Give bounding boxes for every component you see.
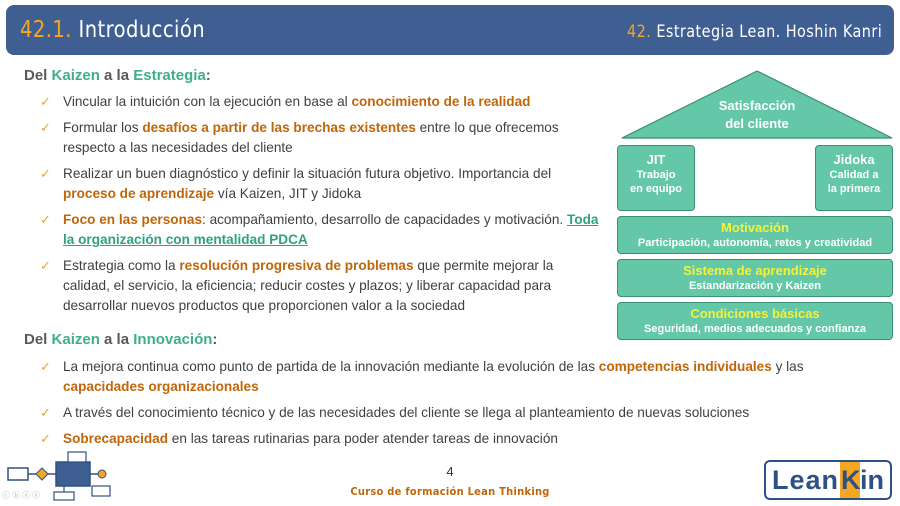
- pdca-link[interactable]: Toda la organización con mentalidad PDCA: [63, 212, 599, 247]
- course-module-title: [627, 22, 882, 42]
- text: A través del conocimiento técnico y de las necesidades del cliente se llega al planteamiento de nuevas soluciones: [63, 405, 750, 420]
- title-bar: [6, 5, 894, 55]
- block-motivation: [617, 216, 893, 254]
- text: que permite mejorar la calidad, el servicio, la eficiencia; reducir costes y plazos; y liberar capacidad para desarrollar nuevos productos que proporcionen valor a la sociedad: [63, 258, 554, 313]
- list-item: [40, 357, 885, 397]
- check-icon: ✓: [40, 405, 51, 420]
- text: La mejora continua como punto de partida de la innovación mediante la evolución de las: [63, 359, 599, 374]
- heading-mid: a la: [99, 67, 134, 84]
- section-heading-strategy: [24, 67, 211, 84]
- pillar-title: JIT: [646, 152, 666, 167]
- check-icon: ✓: [40, 258, 51, 273]
- block-title: Sistema de aprendizaje: [683, 263, 827, 278]
- highlight: resolución progresiva de problemas: [179, 258, 414, 273]
- check-icon: ✓: [40, 359, 51, 374]
- pillar-jidoka: [815, 145, 893, 211]
- slide-title: [20, 17, 205, 43]
- text: en las tareas rutinarias para poder atender tareas de innovación: [168, 431, 558, 446]
- pillar-sub: Calidad a: [829, 169, 879, 181]
- check-icon: ✓: [40, 166, 51, 181]
- block-sub: Seguridad, medios adecuados y confianza: [644, 323, 866, 335]
- list-item: [40, 210, 600, 250]
- heading-kaizen: Kaizen: [51, 67, 100, 84]
- heading-pre: Del: [24, 331, 52, 348]
- innovation-bullet-list: [40, 357, 885, 449]
- list-item: [40, 118, 600, 158]
- list-item: [40, 429, 885, 449]
- list-item: [40, 403, 885, 423]
- logo-text: Lean: [772, 465, 840, 495]
- block-sub: Participación, autonomía, retos y creatividad: [637, 237, 873, 249]
- text: vía Kaizen, JIT y Jidoka: [214, 186, 362, 201]
- block-basic-conditions: [617, 302, 893, 340]
- block-sub: Estandarización y Kaizen: [688, 280, 822, 292]
- slide-number: 42.1.: [20, 17, 72, 43]
- text: : acompañamiento, desarrollo de capacidades y motivación.: [202, 212, 567, 227]
- pillar-title: Jidoka: [833, 152, 875, 167]
- slide-title-text: Introducción: [78, 17, 206, 43]
- text: Estrategia como la: [63, 258, 180, 273]
- roof-line: del cliente: [725, 116, 789, 131]
- section-heading-innovation: [24, 331, 217, 348]
- strategy-bullet-list: [40, 92, 600, 316]
- module-title-text: Estrategia Lean. Hoshin Kanri: [656, 22, 882, 42]
- block-title: Condiciones básicas: [690, 306, 820, 321]
- text: Realizar un buen diagnóstico y definir la situación futura objetivo. Importancia del: [63, 166, 552, 181]
- check-icon: ✓: [40, 431, 51, 446]
- pillar-sub: en equipo: [630, 183, 682, 195]
- heading-colon: :: [205, 67, 211, 84]
- license-icons: ⓒⓑⓢⓐ: [2, 491, 42, 500]
- heading-target: Estrategia: [133, 67, 206, 84]
- highlight: competencias individuales: [598, 359, 772, 374]
- pillar-sub: Trabajo: [636, 169, 676, 181]
- pillar-jit: [617, 145, 695, 211]
- highlight: Foco en las personas: [63, 212, 203, 227]
- heading-target: Innovación: [133, 331, 213, 348]
- highlight: desafíos a partir de las brechas existentes: [142, 120, 416, 135]
- text: entre lo que ofrecemos respecto a las necesidades del cliente: [63, 120, 559, 155]
- module-number: 42.: [626, 22, 652, 42]
- list-item: [40, 92, 600, 112]
- roof-line: Satisfacción: [718, 98, 796, 113]
- highlight: conocimiento de la realidad: [351, 94, 531, 109]
- list-item: [40, 256, 600, 316]
- roof-label: [620, 97, 894, 133]
- heading-pre: Del: [24, 67, 52, 84]
- list-item: [40, 164, 600, 204]
- highlight: Sobrecapacidad: [63, 431, 169, 446]
- highlight: proceso de aprendizaje: [63, 186, 215, 201]
- block-title: Motivación: [721, 220, 789, 235]
- check-icon: ✓: [40, 120, 51, 135]
- text: y las: [771, 359, 804, 374]
- check-icon: ✓: [40, 94, 51, 109]
- pillar-sub: la primera: [827, 183, 881, 195]
- page-number: 4: [446, 464, 454, 479]
- text: Formular los: [63, 120, 143, 135]
- text: Vincular la intuición con la ejecución en base al: [63, 94, 352, 109]
- course-name: Curso de formación Lean Thinking: [350, 485, 550, 498]
- block-learning-system: [617, 259, 893, 297]
- logo-text: in: [860, 465, 884, 495]
- heading-mid: a la: [99, 331, 134, 348]
- leankin-logo: [764, 460, 892, 500]
- highlight: capacidades organizacionales: [63, 379, 259, 394]
- logo-text: K: [841, 465, 861, 495]
- heading-kaizen: Kaizen: [51, 331, 100, 348]
- check-icon: ✓: [40, 212, 51, 227]
- heading-colon: :: [212, 331, 218, 348]
